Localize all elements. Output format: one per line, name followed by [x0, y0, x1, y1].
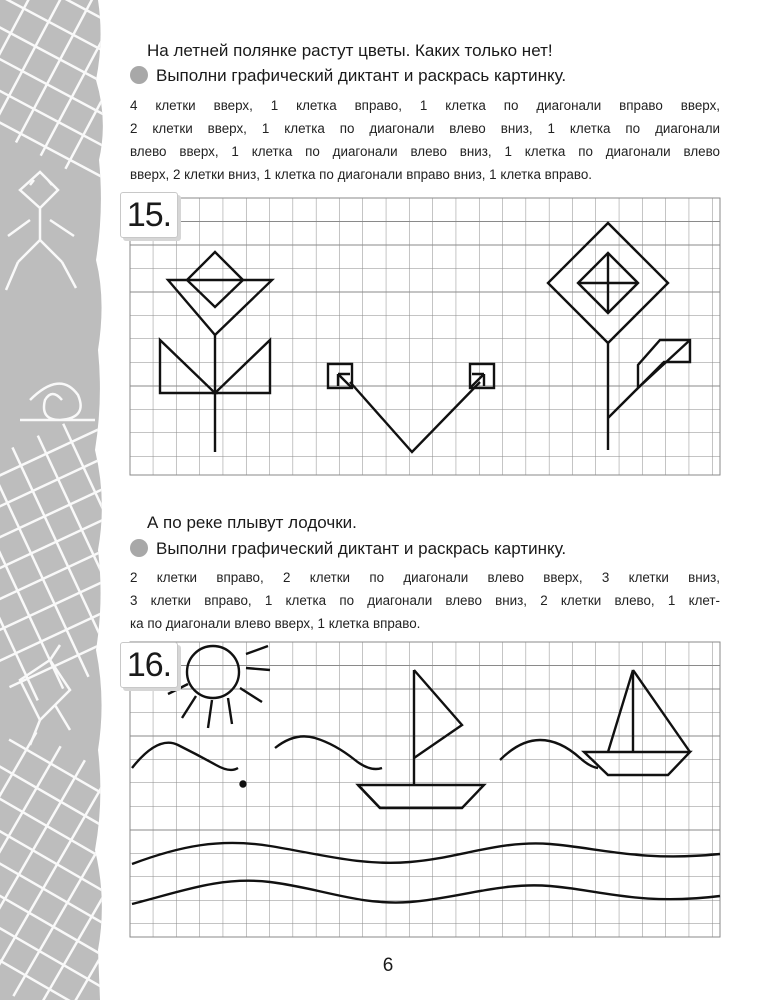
grid-paper: [130, 642, 720, 937]
exercise-16-number: 16.: [120, 642, 178, 688]
bullet-icon: [130, 66, 148, 84]
exercise-15-intro: На летней полянке растут цветы. Каких только нет!: [147, 41, 553, 60]
exercise-15-instruction: [130, 65, 566, 87]
dictation-line: 4 клетки вверх, 1 клетка вправо, 1 клетка по диагонали вправо вверх,: [130, 98, 720, 113]
exercise-15-number: 15.: [120, 192, 178, 238]
dictation-line: 2 клетки вверх, 1 клетка по диагонали влево вниз, 1 клетка по диагонали: [130, 121, 720, 136]
guide-dot: [241, 782, 246, 787]
decorative-sidebar: [0, 0, 112, 1000]
dictation-line: 3 клетки вправо, 1 клетка по диагонали влево вниз, 2 клетки влево, 1 клет-: [130, 593, 720, 608]
bullet-icon: [130, 539, 148, 557]
dictation-line: 2 клетки вправо, 2 клетки по диагонали влево вверх, 3 клетки вниз,: [130, 570, 720, 585]
dictation-line: влево вверх, 1 клетка по диагонали влево вниз, 1 клетка по диагонали влево: [130, 144, 720, 159]
instruction-text: Выполни графический диктант и раскрась картинку.: [156, 66, 567, 85]
instruction-text: Выполни графический диктант и раскрась картинку.: [156, 539, 567, 558]
exercise-16-grid: [120, 640, 732, 940]
exercise-15-grid: [120, 190, 732, 480]
dictation-line: ка по диагонали влево вверх, 1 клетка вправо.: [130, 616, 421, 631]
exercise-16-dictation: [130, 566, 720, 635]
exercise-16-instruction: [130, 538, 566, 560]
grid-paper: [130, 198, 720, 475]
exercise-15-dictation: [130, 94, 720, 186]
page-number: 6: [382, 955, 394, 976]
dictation-line: вверх, 2 клетки вниз, 1 клетка по диагонали вправо вниз, 1 клетка вправо.: [130, 167, 593, 182]
exercise-16-intro: А по реке плывут лодочки.: [147, 513, 357, 532]
